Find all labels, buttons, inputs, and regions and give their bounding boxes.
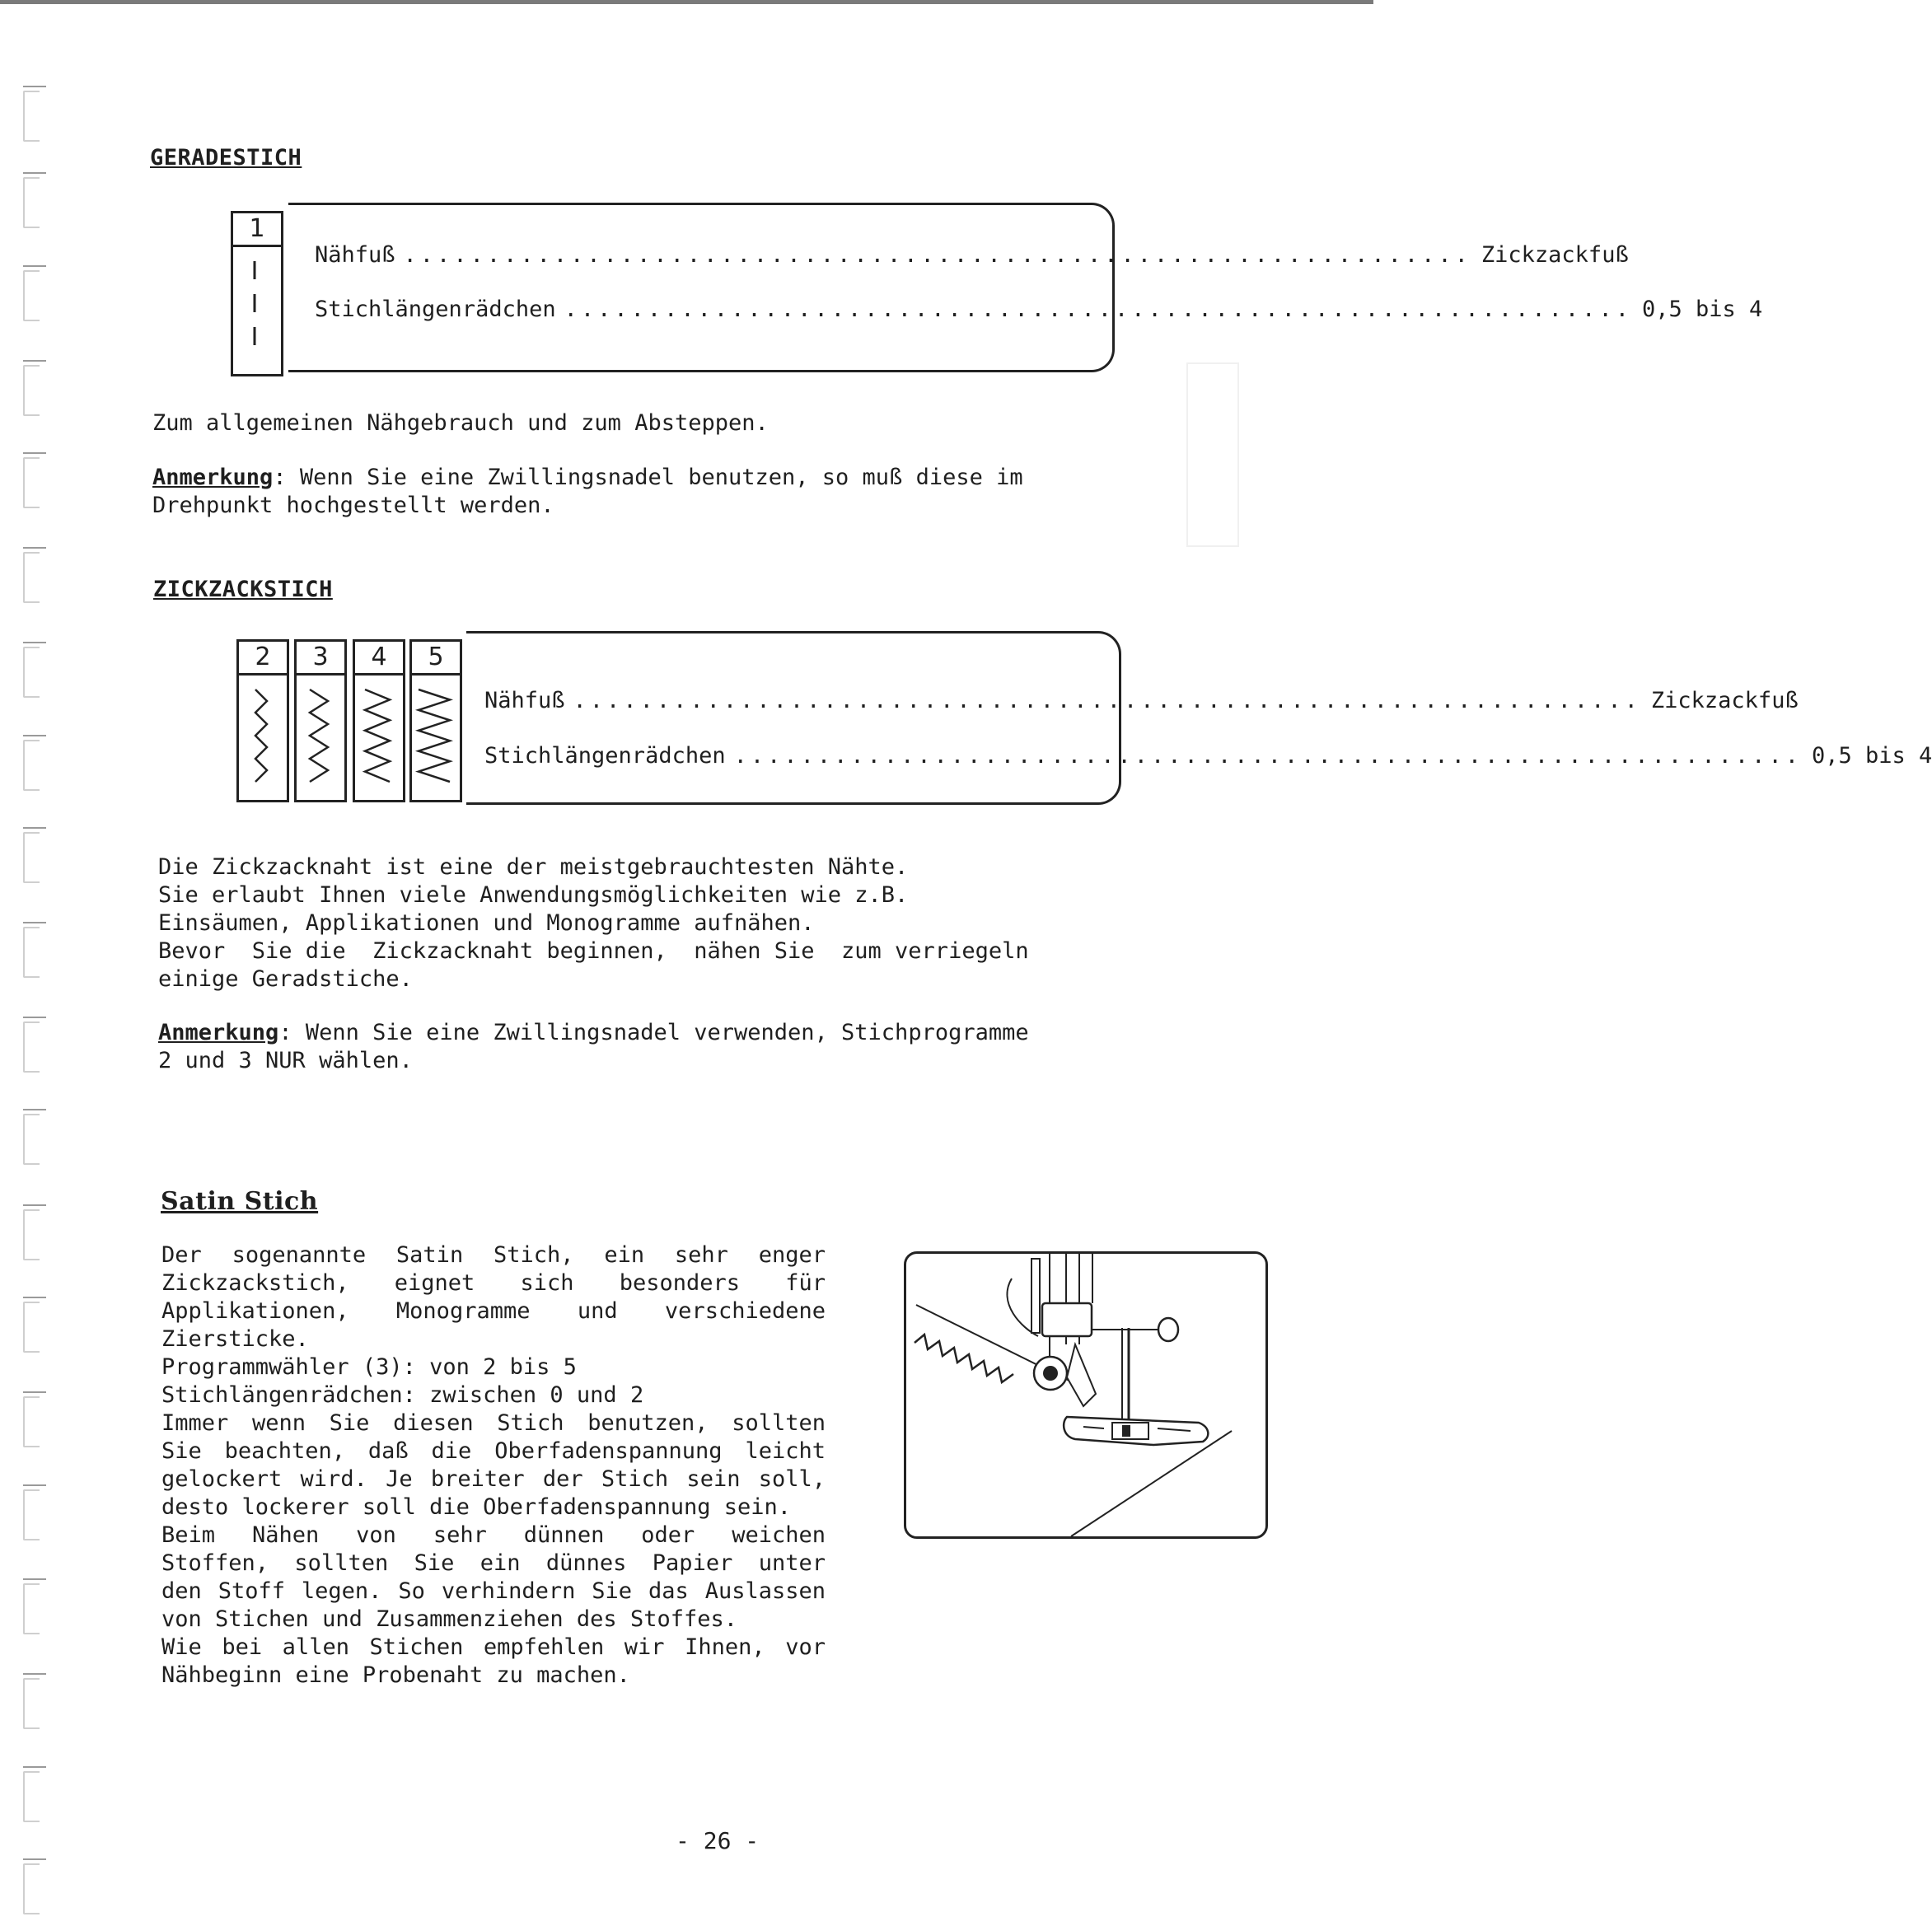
binder-hole — [23, 365, 40, 416]
heading-zigzag-stitch: ZICKZACKSTICH — [153, 577, 333, 602]
binder-tick — [23, 1391, 46, 1393]
spec-label: Stichlängenrädchen — [484, 743, 726, 769]
binder-hole — [23, 1489, 40, 1540]
satin-text-line: desto lockerer soll die Oberfadenspannung sein. — [161, 1494, 792, 1520]
binder-tick — [23, 1017, 46, 1018]
zigzag-text-line: Sie erlaubt Ihnen viele Anwendungsmöglichkeiten wie z.B. — [158, 882, 909, 908]
straight-note-line2: Drehpunkt hochgestellt werden. — [152, 493, 554, 518]
satin-text-line: gelockert wird. Je breiter der Stich sein soll, — [161, 1466, 826, 1492]
satin-text-line: Sie beachten, daß die Oberfadenspannung leicht — [161, 1438, 826, 1464]
binder-tick — [23, 1766, 46, 1768]
stitch-program-box — [236, 639, 289, 802]
note-text: : Wenn Sie eine Zwillingsnadel benutzen, so muß diese im — [273, 465, 1023, 490]
leader-dots: ................................................................ — [733, 743, 1802, 769]
satin-text-line: Ziersticke. — [161, 1326, 309, 1352]
binder-hole — [23, 832, 40, 883]
straight-description: Zum allgemeinen Nähgebrauch und zum Absteppen. — [152, 410, 769, 436]
note-label: Anmerkung — [152, 465, 274, 490]
satin-text-line: Applikationen, Monogramme und verschiedene — [161, 1298, 826, 1324]
binder-tick — [23, 735, 46, 736]
heading-straight-stitch: GERADESTICH — [150, 145, 302, 171]
binder-tick — [23, 1673, 46, 1675]
zigzag-text-line: Bevor Sie die Zickzacknaht beginnen, nähen Sie zum verriegeln — [158, 938, 1029, 964]
presser-foot-drawing — [906, 1254, 1265, 1536]
zigzag-line — [419, 690, 450, 782]
binder-tick — [23, 1858, 46, 1860]
page-number: - 26 - — [676, 1827, 760, 1854]
binder-hole — [23, 927, 40, 978]
zigzag-stitch-icon — [239, 675, 287, 798]
spec-row-stitch-length — [315, 297, 1763, 322]
heading-satin-stitch: Satin Stich — [161, 1187, 319, 1216]
spec-value: 0,5 bis 4 — [1641, 297, 1763, 322]
satin-text-line: Beim Nähen von sehr dünnen oder weichen — [161, 1522, 826, 1548]
scan-top-edge — [0, 0, 1373, 4]
stitch-program-box — [353, 639, 405, 802]
satin-text-line: den Stoff legen. So verhindern Sie das Auslassen — [161, 1578, 826, 1604]
binder-hole — [23, 647, 40, 698]
program-number: 2 — [239, 642, 287, 676]
stitch-program-box — [294, 639, 347, 802]
binder-hole — [23, 1021, 40, 1073]
leader-dots: ................................................................ — [564, 297, 1632, 322]
spec-value: Zickzackfuß — [1650, 688, 1799, 713]
zigzag-note — [158, 1019, 1029, 1047]
satin-text-line: Nähbeginn eine Probenaht zu machen. — [161, 1662, 630, 1688]
satin-text-line: Stichlängenrädchen: zwischen 0 und 2 — [161, 1382, 644, 1408]
straight-spec-panel — [288, 203, 1115, 372]
binder-hole — [23, 1396, 40, 1447]
program-number: 5 — [412, 642, 460, 676]
binder-tick — [23, 1204, 46, 1206]
satin-text-line: Wie bei allen Stichen empfehlen wir Ihnen, vor — [161, 1634, 826, 1660]
binder-tick — [23, 452, 46, 454]
zigzag-line — [365, 690, 390, 782]
satin-text-line: Zickzackstich, eignet sich besonders für — [161, 1270, 826, 1296]
straight-stitch-selector — [231, 211, 283, 376]
satin-text-line: Der sogenannte Satin Stich, ein sehr enger — [161, 1242, 826, 1268]
program-number: 4 — [355, 642, 403, 676]
binder-hole — [23, 740, 40, 791]
binder-hole — [23, 91, 40, 142]
zigzag-line — [255, 690, 267, 782]
program-number: 1 — [233, 213, 281, 247]
presser-foot-illustration — [904, 1251, 1268, 1539]
binder-hole — [23, 1678, 40, 1729]
spec-row-foot — [315, 242, 1629, 268]
straight-note — [152, 464, 1023, 492]
zigzag-stitch-icon — [355, 675, 403, 798]
straight-stitch-icon — [233, 248, 281, 372]
binder-hole — [23, 1771, 40, 1822]
zigzag-spec-panel — [466, 631, 1121, 805]
zigzag-text-line: einige Geradstiche. — [158, 966, 413, 992]
binder-hole — [23, 177, 40, 228]
bleed-through-mark — [1186, 362, 1239, 547]
zigzag-line — [310, 690, 328, 782]
spec-label: Nähfuß — [484, 688, 565, 713]
zigzag-note-line2: 2 und 3 NUR wählen. — [158, 1048, 413, 1073]
satin-text-line: Stoffen, sollten Sie ein dünnes Papier unter — [161, 1550, 826, 1576]
binder-tick — [23, 265, 46, 267]
binder-tick — [23, 1297, 46, 1298]
binder-tick — [23, 86, 46, 87]
binder-hole — [23, 1114, 40, 1165]
note-text: : Wenn Sie eine Zwillingsnadel verwenden, Stichprogramme — [278, 1020, 1029, 1045]
binder-hole — [23, 552, 40, 603]
zigzag-stitch-icon — [412, 675, 460, 798]
binder-tick — [23, 547, 46, 549]
binder-tick — [23, 172, 46, 174]
spec-value: Zickzackfuß — [1481, 242, 1629, 268]
leader-dots: ................................................................ — [403, 242, 1471, 268]
satin-text-line: Programmwähler (3): von 2 bis 5 — [161, 1354, 577, 1380]
leader-dots: ................................................................ — [573, 688, 1641, 713]
spec-label: Nähfuß — [315, 242, 395, 268]
satin-text-line: von Stichen und Zusammenziehen des Stoffes. — [161, 1606, 737, 1632]
stitch-program-box — [409, 639, 462, 802]
spec-row-stitch-length — [484, 743, 1932, 769]
binder-hole — [23, 270, 40, 321]
binder-hole — [23, 1863, 40, 1914]
spec-label: Stichlängenrädchen — [315, 297, 556, 322]
binder-tick — [23, 827, 46, 829]
binder-tick — [23, 1578, 46, 1580]
program-number: 3 — [297, 642, 344, 676]
binder-tick — [23, 922, 46, 923]
binder-hole — [23, 1583, 40, 1634]
binder-hole — [23, 1209, 40, 1260]
binder-tick — [23, 360, 46, 362]
spec-value: 0,5 bis 4 — [1811, 743, 1932, 769]
binder-tick — [23, 1484, 46, 1486]
satin-text-line: Immer wenn Sie diesen Stich benutzen, sollten — [161, 1410, 826, 1436]
binder-tick — [23, 642, 46, 643]
zigzag-text-line: Einsäumen, Applikationen und Monogramme aufnähen. — [158, 910, 815, 936]
binder-tick — [23, 1109, 46, 1110]
spec-row-foot — [484, 688, 1799, 713]
note-label: Anmerkung — [158, 1020, 279, 1045]
binder-hole — [23, 1302, 40, 1353]
zigzag-stitch-icon — [297, 675, 344, 798]
zigzag-text-line: Die Zickzacknaht ist eine der meistgebrauchtesten Nähte. — [158, 854, 909, 880]
binder-hole — [23, 457, 40, 508]
satin-description — [161, 1241, 826, 1690]
